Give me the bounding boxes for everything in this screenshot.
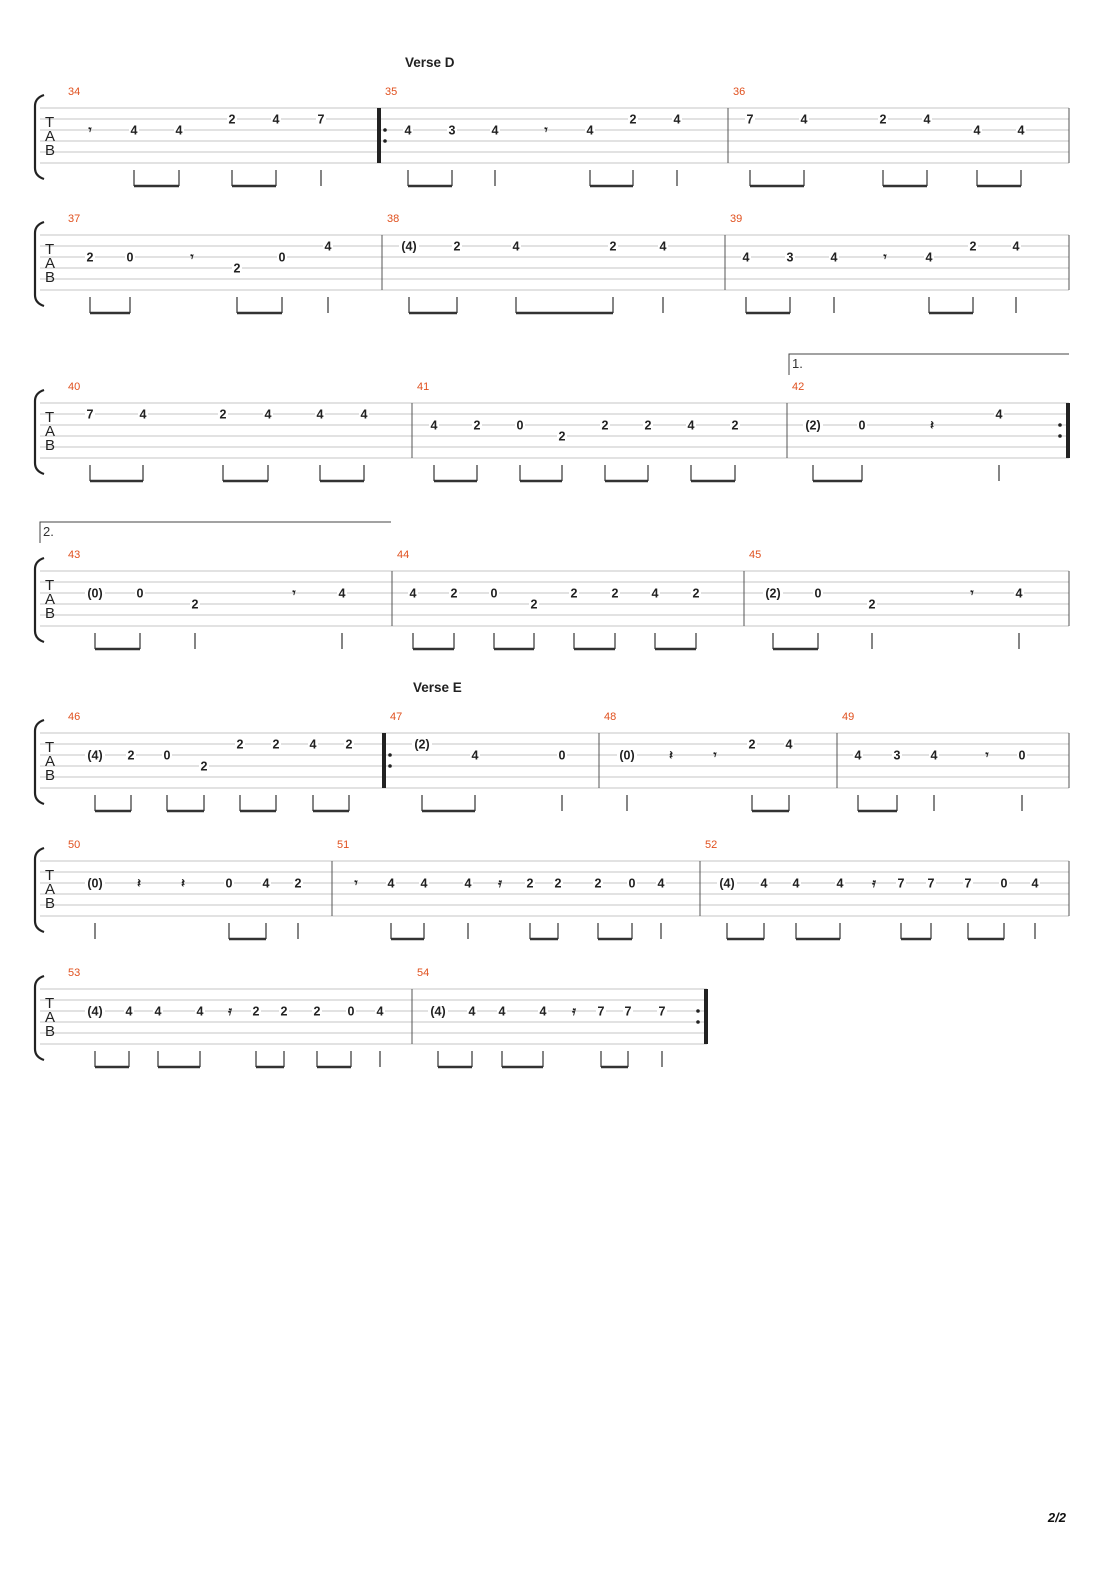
fret-number: 0	[858, 418, 866, 433]
tab-clef-letter: B	[45, 142, 56, 159]
rest-symbol: 𝄿	[872, 876, 876, 890]
fret-number: 4	[420, 876, 428, 891]
fret-number: 4	[586, 123, 594, 138]
tab-system	[35, 55, 1069, 186]
fret-number: 4	[272, 112, 280, 127]
fret-number: 3	[448, 123, 456, 138]
fret-number: 2	[191, 597, 199, 612]
fret-number: (4)	[87, 748, 103, 763]
measure-number: 36	[733, 86, 746, 98]
fret-number: (4)	[430, 1004, 446, 1019]
fret-number: 4	[651, 586, 659, 601]
fret-number: 2	[868, 597, 876, 612]
fret-number: 4	[464, 876, 472, 891]
measure-number: 53	[68, 967, 81, 979]
fret-number: 4	[830, 250, 838, 265]
fret-number: 2	[570, 586, 578, 601]
fret-number: 3	[893, 748, 901, 763]
tab-system	[35, 213, 1069, 313]
rest-symbol: 𝄽	[181, 876, 185, 890]
fret-number: 2	[558, 429, 566, 444]
fret-number: 2	[127, 748, 135, 763]
fret-number: 4	[1031, 876, 1039, 891]
fret-number: 0	[225, 876, 233, 891]
fret-number: 0	[126, 250, 134, 265]
tab-clef-letter: A	[45, 255, 56, 272]
rest-symbol: 𝄾	[970, 586, 974, 600]
fret-number: 4	[498, 1004, 506, 1019]
volta-label: 1.	[792, 356, 803, 371]
fret-number: 0	[1000, 876, 1008, 891]
fret-number: 2	[644, 418, 652, 433]
measure-number: 44	[397, 549, 410, 561]
fret-number: 2	[473, 418, 481, 433]
fret-number: 0	[136, 586, 144, 601]
fret-number: 7	[86, 407, 94, 422]
fret-number: (2)	[805, 418, 821, 433]
fret-number: 2	[969, 239, 977, 254]
rest-symbol: 𝄽	[669, 748, 673, 762]
measure-number: 43	[68, 549, 81, 561]
rest-symbol: 𝄽	[930, 418, 934, 432]
fret-number: 2	[601, 418, 609, 433]
fret-number: 2	[609, 239, 617, 254]
tab-clef-letter: B	[45, 269, 56, 286]
fret-number: 7	[624, 1004, 632, 1019]
fret-number: 7	[927, 876, 935, 891]
tab-clef-letter: B	[45, 767, 56, 784]
fret-number: 4	[387, 876, 395, 891]
fret-number: 4	[925, 250, 933, 265]
tab-clef-letter: A	[45, 423, 56, 440]
fret-number: 2	[554, 876, 562, 891]
fret-number: 4	[792, 876, 800, 891]
measure-number: 46	[68, 711, 81, 723]
fret-number: 2	[233, 261, 241, 276]
fret-number: 4	[324, 239, 332, 254]
measure-number: 50	[68, 839, 81, 851]
tab-clef-letter: B	[45, 605, 56, 622]
fret-number: 4	[404, 123, 412, 138]
measure-number: 38	[387, 213, 400, 225]
rest-symbol: 𝄾	[883, 250, 887, 264]
section-title: Verse E	[413, 680, 462, 695]
fret-number: 2	[228, 112, 236, 127]
fret-number: 4	[130, 123, 138, 138]
tab-clef-letter: T	[45, 577, 55, 594]
fret-number: 0	[1018, 748, 1026, 763]
measure-number: 45	[749, 549, 762, 561]
tab-clef-letter: A	[45, 881, 56, 898]
fret-number: 4	[973, 123, 981, 138]
tab-system	[35, 522, 1069, 649]
measure-number: 51	[337, 839, 350, 851]
measure-number: 40	[68, 381, 81, 393]
rest-symbol: 𝄿	[228, 1004, 232, 1018]
rest-symbol: 𝄿	[498, 876, 502, 890]
rest-symbol: 𝄾	[292, 586, 296, 600]
fret-number: 0	[516, 418, 524, 433]
measure-number: 39	[730, 213, 743, 225]
fret-number: 0	[814, 586, 822, 601]
measure-number: 48	[604, 711, 617, 723]
fret-number: (0)	[87, 876, 103, 891]
fret-number: (2)	[414, 737, 430, 752]
fret-number: 2	[731, 418, 739, 433]
volta-label: 2.	[43, 524, 54, 539]
tab-clef-letter: A	[45, 1009, 56, 1026]
fret-number: 4	[376, 1004, 384, 1019]
repeat-dot	[388, 753, 392, 757]
fret-number: 4	[409, 586, 417, 601]
fret-number: 2	[530, 597, 538, 612]
fret-number: 4	[930, 748, 938, 763]
fret-number: 4	[1015, 586, 1023, 601]
measure-number: 47	[390, 711, 403, 723]
fret-number: 4	[154, 1004, 162, 1019]
measure-number: 42	[792, 381, 805, 393]
fret-number: 4	[316, 407, 324, 422]
fret-number: 4	[659, 239, 667, 254]
fret-number: 4	[512, 239, 520, 254]
fret-number: 2	[272, 737, 280, 752]
fret-number: 4	[125, 1004, 133, 1019]
fret-number: 4	[539, 1004, 547, 1019]
measure-number: 52	[705, 839, 718, 851]
fret-number: 4	[338, 586, 346, 601]
tab-clef-letter: B	[45, 437, 56, 454]
tab-clef-letter: A	[45, 591, 56, 608]
fret-number: 0	[628, 876, 636, 891]
fret-number: (0)	[87, 586, 103, 601]
fret-number: 4	[262, 876, 270, 891]
fret-number: 4	[785, 737, 793, 752]
fret-number: 2	[200, 759, 208, 774]
fret-number: 2	[236, 737, 244, 752]
fret-number: 4	[309, 737, 317, 752]
fret-number: 0	[558, 748, 566, 763]
fret-number: 2	[345, 737, 353, 752]
repeat-dot	[388, 764, 392, 768]
fret-number: 7	[597, 1004, 605, 1019]
measure-number: 34	[68, 86, 81, 98]
repeat-dot	[696, 1020, 700, 1024]
fret-number: 7	[317, 112, 325, 127]
fret-number: 2	[692, 586, 700, 601]
fret-number: 7	[897, 876, 905, 891]
tab-clef-letter: T	[45, 114, 55, 131]
fret-number: 2	[252, 1004, 260, 1019]
rest-symbol: 𝄾	[985, 748, 989, 762]
fret-number: 2	[879, 112, 887, 127]
measure-number: 49	[842, 711, 855, 723]
tab-clef-letter: A	[45, 753, 56, 770]
tab-clef-letter: T	[45, 241, 55, 258]
fret-number: (4)	[719, 876, 735, 891]
fret-number: 4	[1012, 239, 1020, 254]
repeat-dot	[383, 128, 387, 132]
fret-number: 4	[836, 876, 844, 891]
fret-number: 2	[280, 1004, 288, 1019]
repeat-end-barline	[704, 989, 708, 1044]
fret-number: 4	[175, 123, 183, 138]
tab-clef-letter: T	[45, 995, 55, 1012]
rest-symbol: 𝄾	[354, 876, 358, 890]
measure-number: 41	[417, 381, 430, 393]
fret-number: 4	[471, 748, 479, 763]
fret-number: 2	[594, 876, 602, 891]
fret-number: (4)	[87, 1004, 103, 1019]
fret-number: 4	[854, 748, 862, 763]
repeat-dot	[1058, 434, 1062, 438]
measure-number: 54	[417, 967, 430, 979]
measure-number: 35	[385, 86, 398, 98]
rest-symbol: 𝄽	[137, 876, 141, 890]
fret-number: 2	[748, 737, 756, 752]
fret-number: 4	[673, 112, 681, 127]
fret-number: 4	[760, 876, 768, 891]
fret-number: 2	[313, 1004, 321, 1019]
fret-number: 2	[294, 876, 302, 891]
fret-number: (0)	[619, 748, 635, 763]
fret-number: 0	[490, 586, 498, 601]
fret-number: 0	[347, 1004, 355, 1019]
fret-number: 4	[687, 418, 695, 433]
repeat-start-barline	[377, 108, 381, 163]
fret-number: (2)	[765, 586, 781, 601]
fret-number: 4	[139, 407, 147, 422]
tab-system	[35, 354, 1070, 481]
fret-number: 4	[800, 112, 808, 127]
measure-number: 37	[68, 213, 81, 225]
fret-number: 7	[746, 112, 754, 127]
fret-number: 4	[360, 407, 368, 422]
tab-clef-letter: T	[45, 739, 55, 756]
tab-system	[35, 967, 708, 1067]
tab-clef-letter: B	[45, 895, 56, 912]
fret-number: 4	[742, 250, 750, 265]
fret-number: (4)	[401, 239, 417, 254]
fret-number: 7	[964, 876, 972, 891]
repeat-start-barline	[382, 733, 386, 788]
fret-number: 3	[786, 250, 794, 265]
tab-clef-letter: T	[45, 867, 55, 884]
repeat-dot	[696, 1009, 700, 1013]
fret-number: 4	[430, 418, 438, 433]
rest-symbol: 𝄾	[544, 123, 548, 137]
fret-number: 4	[923, 112, 931, 127]
fret-number: 4	[1017, 123, 1025, 138]
fret-number: 2	[450, 586, 458, 601]
volta-bracket	[40, 522, 391, 543]
repeat-dot	[1058, 423, 1062, 427]
fret-number: 0	[163, 748, 171, 763]
fret-number: 4	[491, 123, 499, 138]
fret-number: 4	[196, 1004, 204, 1019]
repeat-dot	[383, 139, 387, 143]
tab-clef-letter: B	[45, 1023, 56, 1040]
fret-number: 2	[86, 250, 94, 265]
fret-number: 4	[657, 876, 665, 891]
fret-number: 2	[526, 876, 534, 891]
rest-symbol: 𝄾	[190, 250, 194, 264]
page-number: 2/2	[1047, 1510, 1066, 1525]
fret-number: 2	[611, 586, 619, 601]
section-title: Verse D	[405, 55, 455, 70]
repeat-end-barline	[1066, 403, 1070, 458]
fret-number: 2	[219, 407, 227, 422]
fret-number: 4	[995, 407, 1003, 422]
rest-symbol: 𝄾	[88, 123, 92, 137]
tab-clef-letter: A	[45, 128, 56, 145]
fret-number: 7	[658, 1004, 666, 1019]
fret-number: 0	[278, 250, 286, 265]
rest-symbol: 𝄾	[713, 748, 717, 762]
rest-symbol: 𝄿	[572, 1004, 576, 1018]
tab-clef-letter: T	[45, 409, 55, 426]
tab-system	[35, 680, 1069, 811]
fret-number: 2	[453, 239, 461, 254]
fret-number: 4	[468, 1004, 476, 1019]
fret-number: 4	[264, 407, 272, 422]
volta-bracket	[789, 354, 1069, 375]
tab-system	[35, 839, 1069, 939]
fret-number: 2	[629, 112, 637, 127]
